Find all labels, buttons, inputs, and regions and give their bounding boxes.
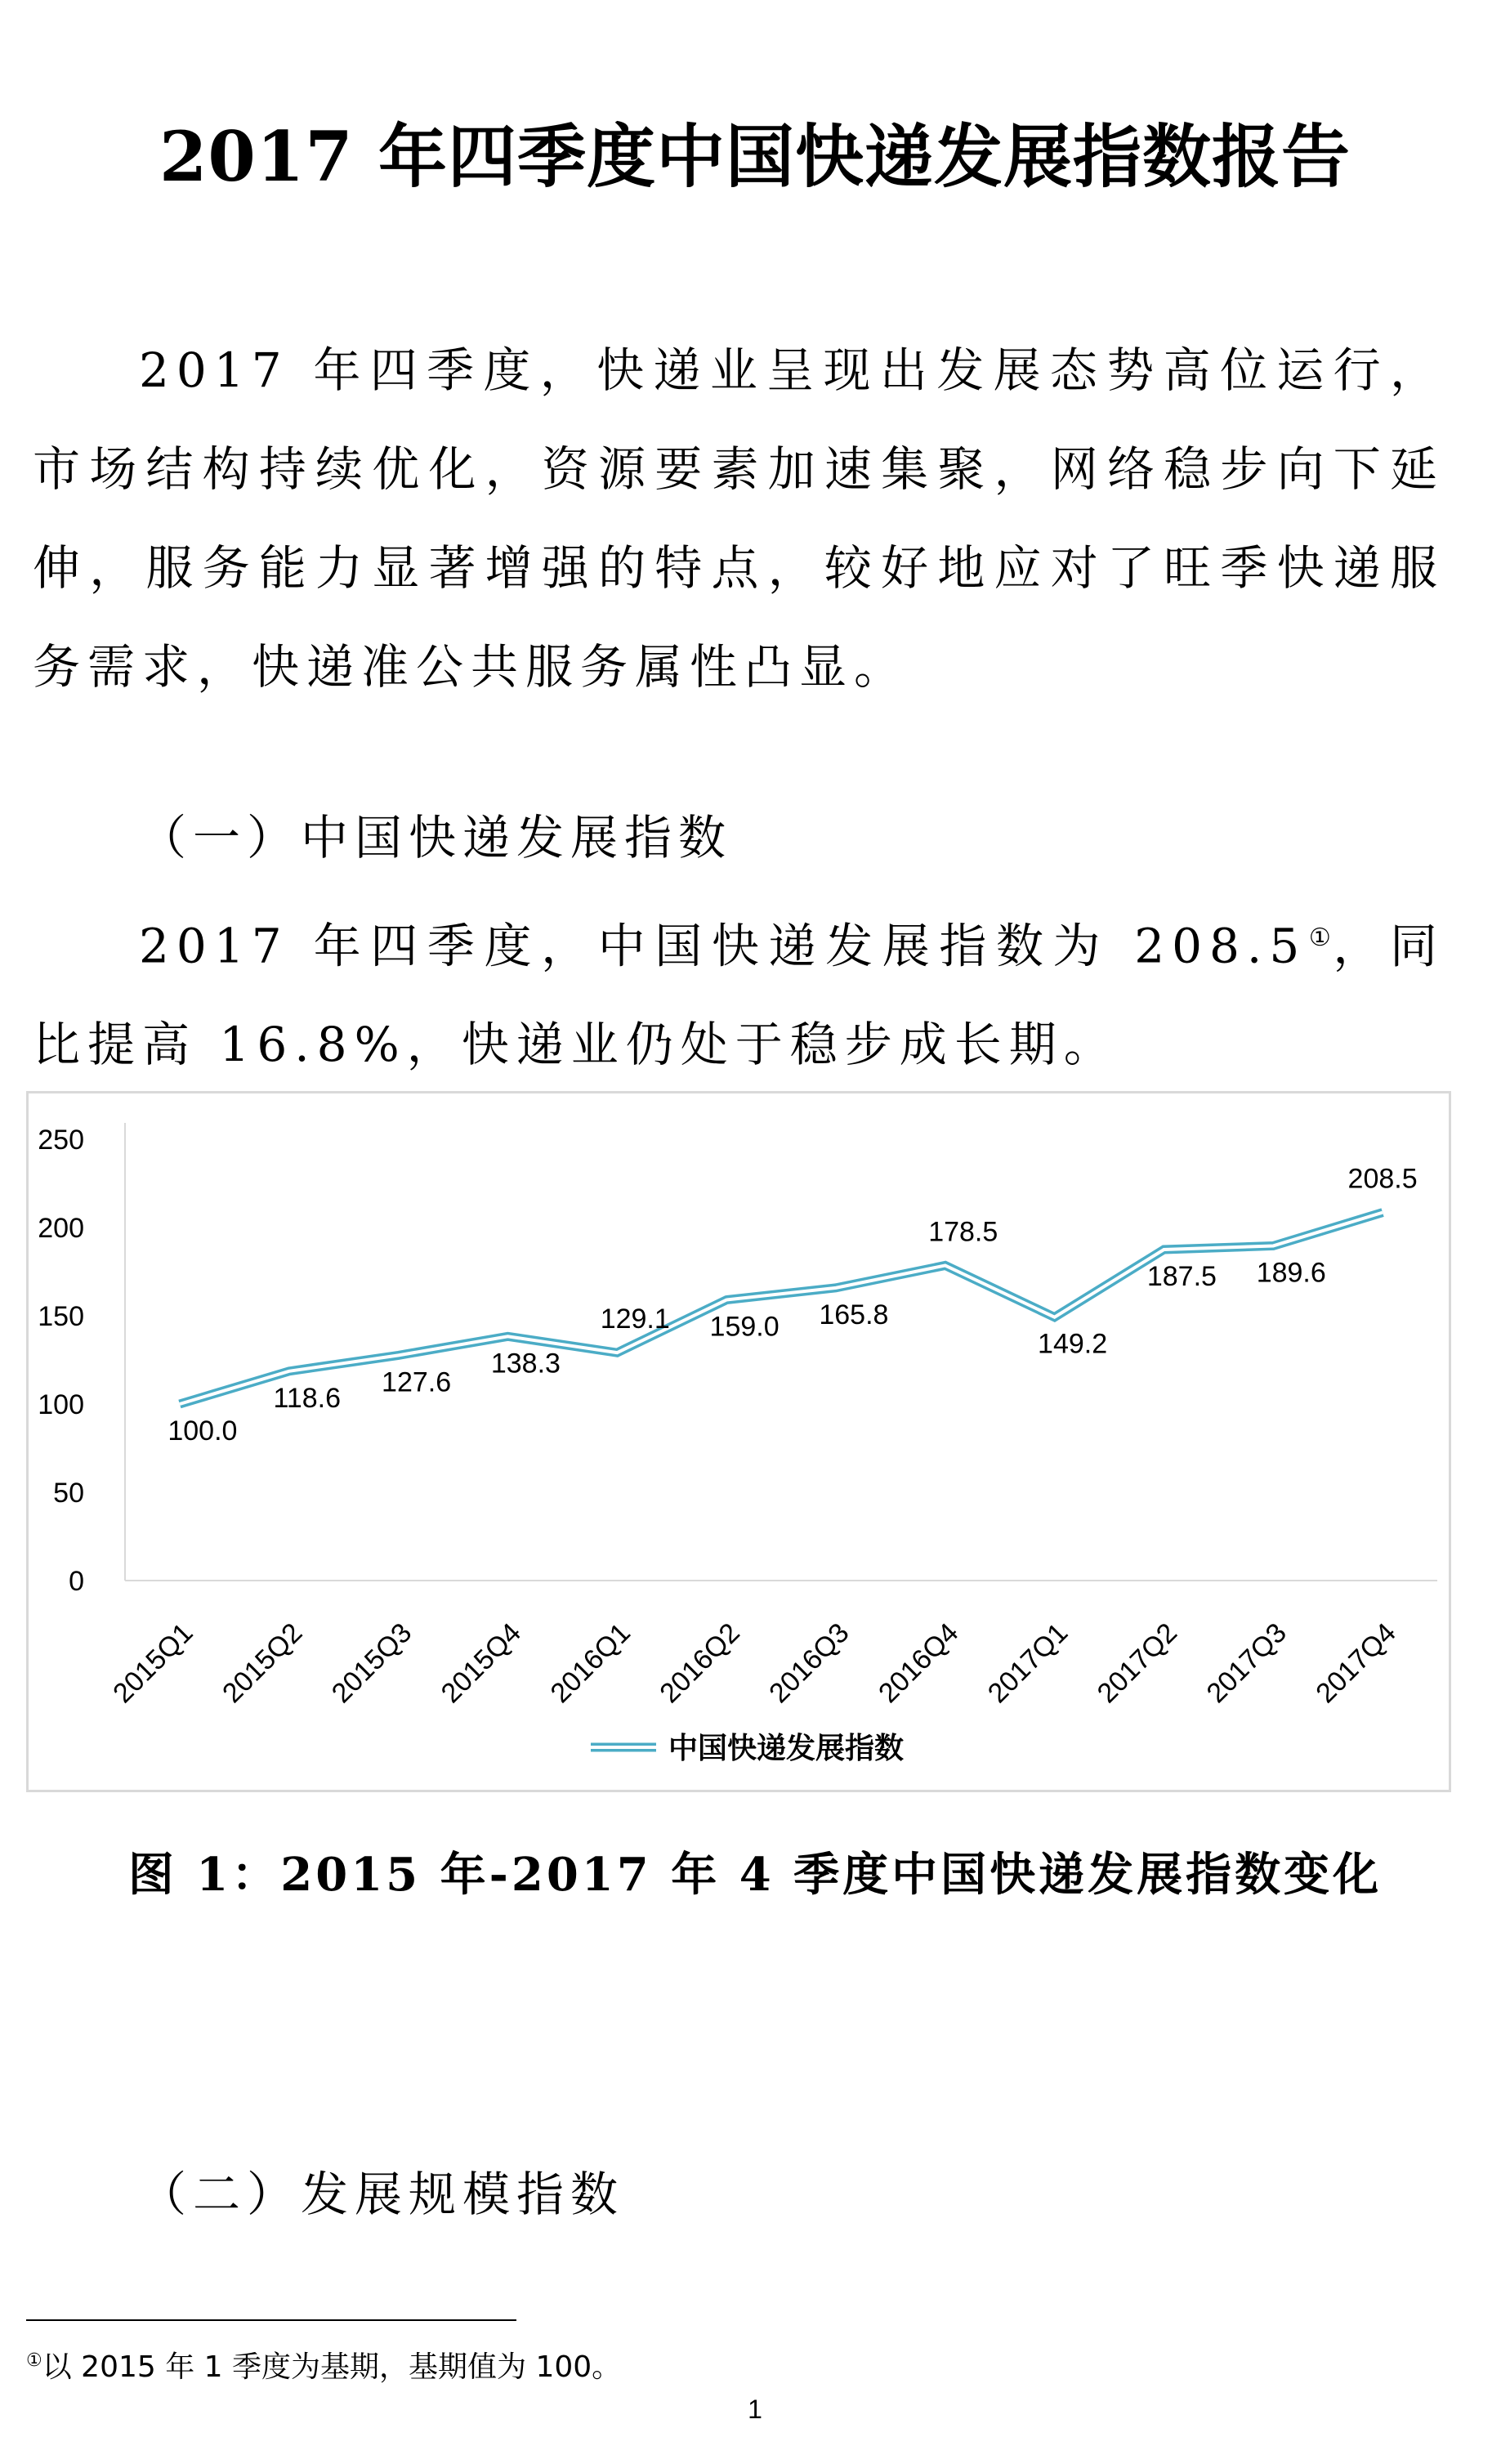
- data-label: 118.6: [273, 1382, 342, 1414]
- data-label: 129.1: [600, 1304, 670, 1335]
- footnote-reference[interactable]: ①: [1307, 923, 1334, 952]
- express-index-chart: [26, 1091, 1451, 1792]
- y-tick-label: 250: [38, 1125, 84, 1156]
- x-tick-label: 2017Q2: [1091, 1617, 1184, 1710]
- page-number: 1: [748, 2395, 762, 2424]
- footnote-text: 以 2015 年 1 季度为基期，基期值为 100。: [42, 2350, 622, 2384]
- section1-text-before: 2017 年四季度，中国快递发展指数为 208.5: [139, 918, 1307, 974]
- y-tick-label: 200: [38, 1213, 84, 1244]
- data-label: 149.2: [1038, 1328, 1108, 1360]
- figure-caption: 图 1：2015 年-2017 年 4 季度中国快递发展指数变化: [127, 1848, 1383, 1902]
- x-tick-label: 2015Q3: [325, 1617, 418, 1710]
- chart-canvas: [29, 1093, 1454, 1795]
- y-tick-label: 100: [38, 1389, 84, 1420]
- series-line-inner: [180, 1213, 1383, 1404]
- x-tick-label: 2015Q2: [216, 1617, 309, 1710]
- data-label: 208.5: [1347, 1163, 1418, 1195]
- x-tick-label: 2016Q4: [872, 1617, 965, 1710]
- x-tick-label: 2016Q2: [654, 1617, 746, 1710]
- section-heading-1: （一）中国快递发展指数: [139, 810, 733, 865]
- data-label: 189.6: [1256, 1257, 1326, 1289]
- intro-paragraph: [33, 321, 1445, 717]
- data-label: 159.0: [709, 1311, 780, 1343]
- data-label: 165.8: [819, 1299, 889, 1330]
- data-label: 138.3: [490, 1348, 561, 1380]
- x-tick-label: 2017Q3: [1200, 1617, 1293, 1710]
- x-tick-label: 2015Q1: [107, 1617, 199, 1710]
- footnote-mark: ①: [26, 2350, 42, 2371]
- section1-text-after: ，同比提高 16.8%，快递业仍处于稳步成长期。: [33, 918, 1445, 1073]
- section1-paragraph: [33, 888, 1445, 1094]
- x-tick-label: 2017Q4: [1310, 1617, 1402, 1710]
- legend-label: 中国快递发展指数: [668, 1731, 905, 1764]
- x-tick-label: 2016Q1: [544, 1617, 637, 1710]
- x-tick-label: 2015Q4: [435, 1617, 528, 1710]
- y-tick-label: 50: [53, 1478, 84, 1509]
- x-tick-label: 2016Q3: [763, 1617, 856, 1710]
- series-line-outer: [180, 1213, 1383, 1404]
- y-tick-label: 0: [69, 1566, 84, 1597]
- data-label: 127.6: [382, 1366, 452, 1398]
- footnote-divider: [26, 2319, 516, 2321]
- page-title: 2017 年四季度中国快递发展指数报告: [159, 116, 1351, 197]
- intro-text: 2017 年四季度，快递业呈现出发展态势高位运行，市场结构持续优化，资源要素加速集聚，网络稳步向下延伸，服务能力显著增强的特点，较好地应对了旺季快递服务需求，快递准公共服务属性凸显。: [33, 342, 1445, 695]
- footnote: [26, 2344, 621, 2386]
- y-tick-label: 150: [38, 1301, 84, 1332]
- data-label: 187.5: [1146, 1261, 1217, 1292]
- data-label: 100.0: [168, 1415, 238, 1447]
- x-tick-label: 2017Q1: [981, 1617, 1074, 1710]
- data-label: 178.5: [928, 1216, 998, 1248]
- section-heading-2: （二）发展规模指数: [139, 2167, 625, 2222]
